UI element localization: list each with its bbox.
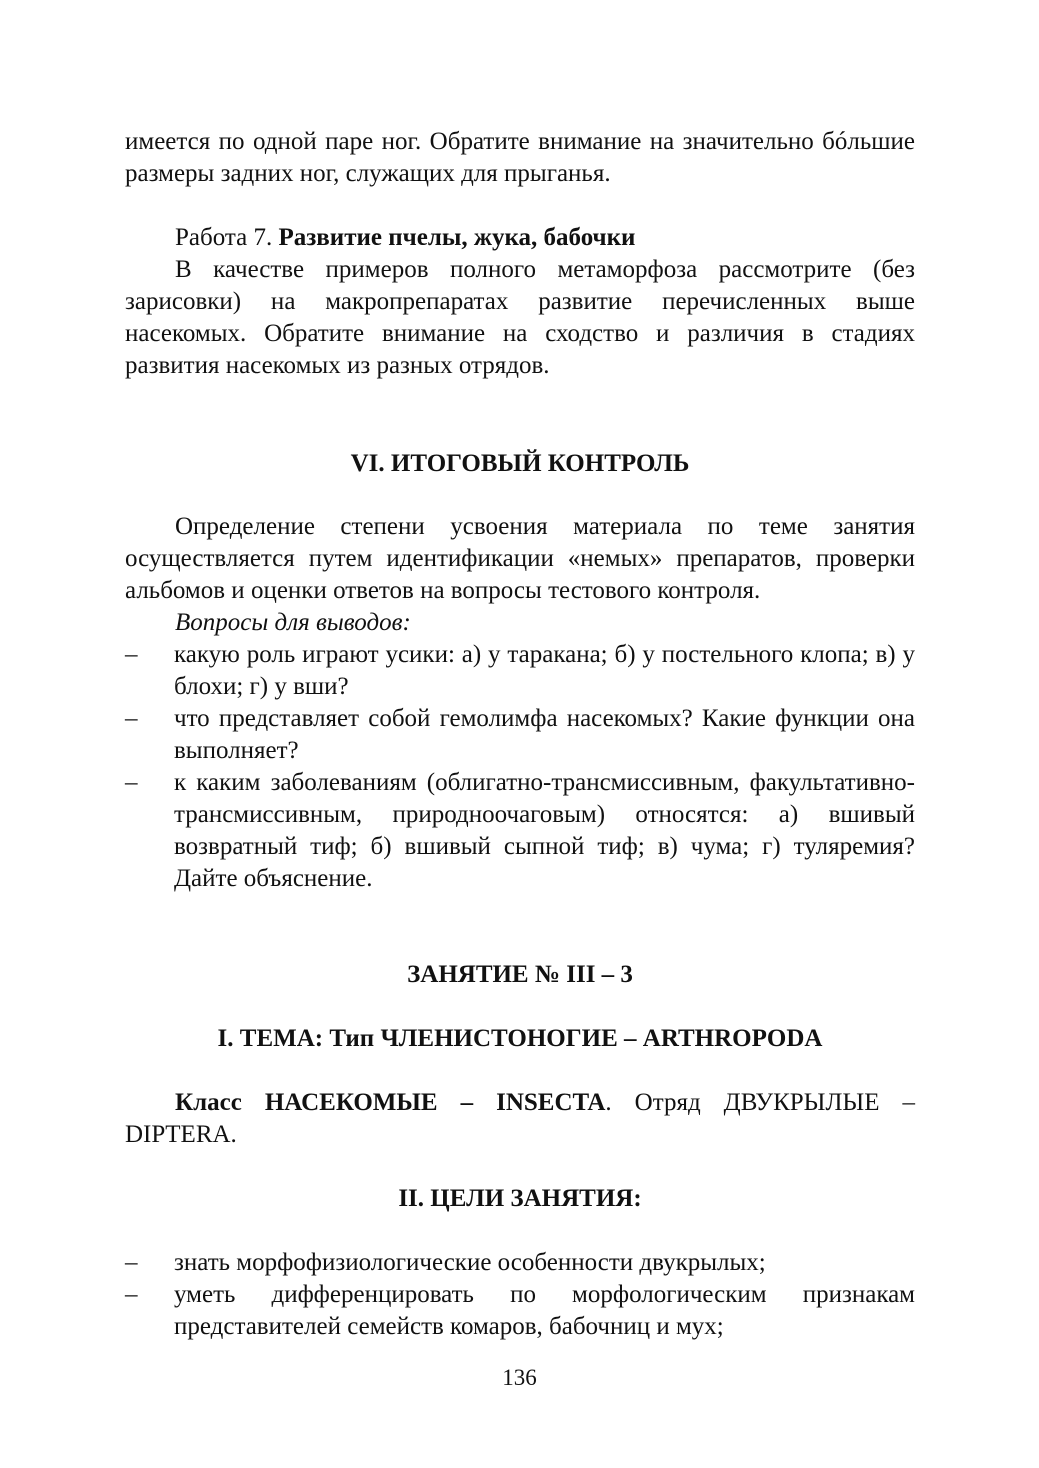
goal-item-1 xyxy=(125,1247,915,1279)
goal-text: знать морфофизиологические особенности двукрылых; xyxy=(174,1249,766,1276)
work7-prefix: Работа 7. xyxy=(175,224,279,251)
bullet-dash: – xyxy=(125,769,138,796)
work7-body: В качестве примеров полного метаморфоза рассмотрите (без зарисовки) на макропрепаратах развитие перечисленных выше насекомых. Обратите внимание на сходство и различия в стадиях развития насекомых из разных отрядов. xyxy=(125,256,915,379)
section-ii-heading: II. ЦЕЛИ ЗАНЯТИЯ: xyxy=(398,1185,642,1212)
question-item-1 xyxy=(125,639,915,703)
goal-text: уметь дифференцировать по морфологическим признакам представителей семейств комаров, бабочниц и мух; xyxy=(174,1281,915,1340)
lesson-class-rest: . Отряд ДВУКРЫЛЫЕ – DIPTERA. xyxy=(125,1089,915,1148)
lesson-topic: I. ТЕМА: Тип ЧЛЕНИСТОНОГИЕ – ARTHROPODA xyxy=(217,1025,823,1052)
work7-title: Развитие пчелы, жука, бабочки xyxy=(278,224,636,251)
question-text: к каким заболеваниям (облигатно-трансмиссивным, факультативно-трансмиссивным, природноочаговым) относятся: а) вшивый возвратный тиф; б) вшивый сыпной тиф; в) чума; г) туляремия? Дайте объяснение. xyxy=(174,769,915,892)
questions-label: Вопросы для выводов: xyxy=(175,609,411,636)
bullet-dash: – xyxy=(125,705,138,732)
lesson-heading: ЗАНЯТИЕ № III – 3 xyxy=(407,961,633,988)
intro-paragraph: имеется по одной паре ног. Обратите внимание на значительно бóльшие размеры задних ног, служащих для прыганья. xyxy=(125,128,915,187)
bullet-dash: – xyxy=(125,1249,138,1276)
page-number: 136 xyxy=(502,1365,537,1390)
question-text: какую роль играют усики: а) у таракана; б) у постельного клопа; в) у блохи; г) у вши? xyxy=(174,641,915,700)
question-text: что представляет собой гемолимфа насекомых? Какие функции она выполняет? xyxy=(174,705,915,764)
goal-item-2 xyxy=(125,1279,915,1343)
section-vi-body: Определение степени усвоения материала по теме занятия осуществляется путем идентификации «немых» препаратов, проверки альбомов и оценки ответов на вопросы тестового контроля. xyxy=(125,513,915,604)
bullet-dash: – xyxy=(125,641,138,668)
section-vi-heading: VI. ИТОГОВЫЙ КОНТРОЛЬ xyxy=(350,450,690,477)
work7-title-line xyxy=(125,222,915,254)
lesson-class-bold: Класс НАСЕКОМЫЕ – INSECTA xyxy=(175,1089,606,1116)
bullet-dash: – xyxy=(125,1281,138,1308)
question-item-3 xyxy=(125,767,915,895)
question-item-2 xyxy=(125,703,915,767)
lesson-class xyxy=(125,1087,915,1151)
